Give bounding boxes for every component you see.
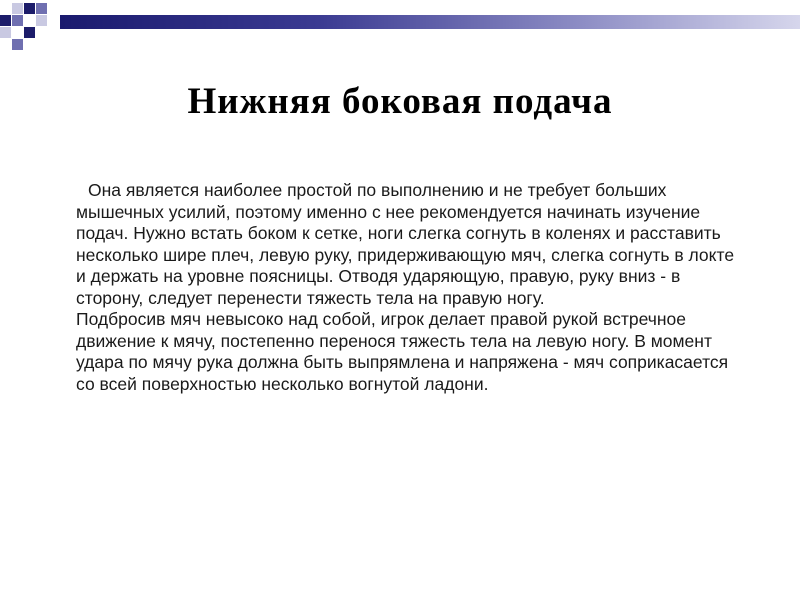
decorative-square: [36, 15, 47, 26]
decorative-square: [12, 39, 23, 50]
body-paragraph: Она является наиболее простой по выполнению и не требует больших мышечных усилий, поэтому именно с нее рекомендуется начинать изучение подач. Нужно встать боком к сетке, ноги слегка согнуть в коленях и расставить несколько шире плеч, левую руку, придерживающую мяч, слегка согнуть в локте и держать на уровне поясницы. Отводя ударяющую, правую, руку вниз - в сторону, следует перенести тяжесть тела на правую ногу.: [76, 180, 735, 308]
decorative-square: [24, 3, 35, 14]
slide-title: Нижняя боковая подача: [187, 81, 613, 122]
header-gradient-bar: [60, 15, 800, 29]
decorative-square: [12, 15, 23, 26]
decorative-square: [12, 3, 23, 14]
decorative-square: [24, 27, 35, 38]
decorative-square: [0, 15, 11, 26]
decorative-square: [0, 27, 11, 38]
slide-body: [76, 180, 736, 395]
body-paragraph: Подбросив мяч невысоко над собой, игрок делает правой рукой встречное движение к мячу, постепенно перенося тяжесть тела на левую ногу. В момент удара по мячу рука должна быть выпрямлена и напряжена - мяч соприкасается со всей поверхностью несколько вогнутой ладони.: [76, 309, 729, 394]
decorative-square: [36, 3, 47, 14]
